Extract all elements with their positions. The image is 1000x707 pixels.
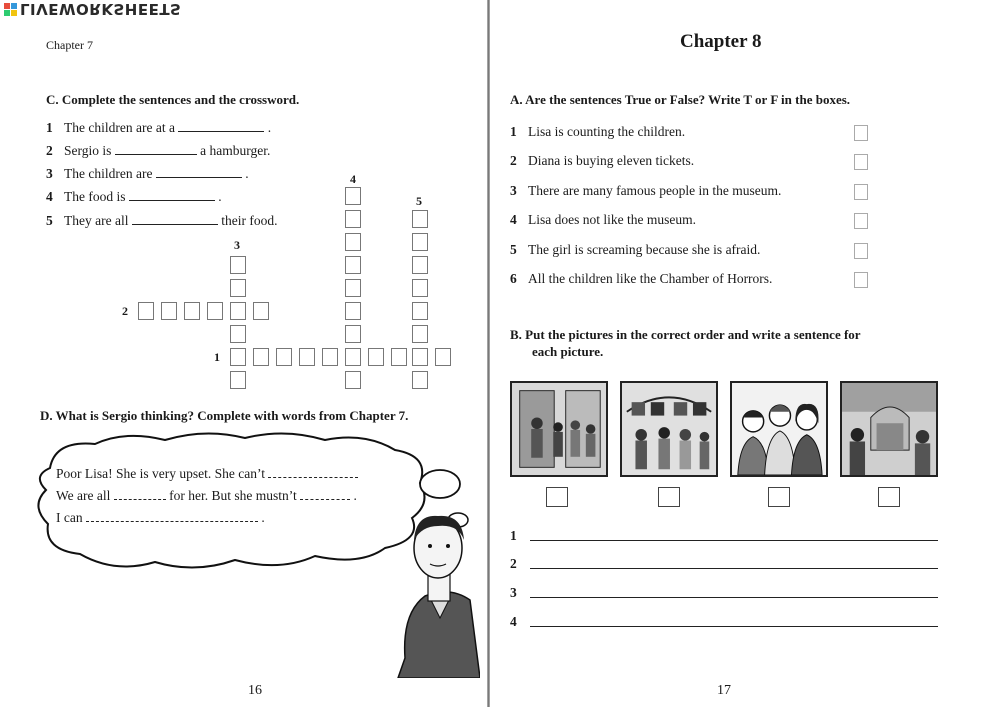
- logo-text: LIVEWORKSHEETS: [20, 0, 182, 18]
- sentence-number: 5: [46, 213, 53, 228]
- crossword-cell[interactable]: [412, 279, 428, 297]
- sentence-number: 2: [46, 143, 53, 158]
- sentence-text: Sergio is: [64, 143, 112, 158]
- crossword-number-3: 3: [234, 238, 240, 252]
- crossword-cell[interactable]: [345, 302, 361, 320]
- crossword-cell[interactable]: [345, 279, 361, 297]
- sentence-number: 1: [46, 120, 53, 135]
- picture-museum-entrance: [510, 381, 608, 477]
- tf-item-3: [510, 183, 781, 199]
- crossword-cell[interactable]: [230, 325, 246, 343]
- tf-answer-box[interactable]: [854, 184, 868, 200]
- sentence-end: .: [218, 189, 222, 204]
- tf-number: 5: [510, 242, 517, 257]
- order-box[interactable]: [546, 487, 568, 507]
- sentence-text: They are all: [64, 213, 129, 228]
- crossword-cell[interactable]: [435, 348, 451, 366]
- tf-text: There are many famous people in the museum.: [528, 183, 782, 198]
- crossword-cell[interactable]: [412, 348, 428, 366]
- section-c-heading: C. Complete the sentences and the crossword.: [46, 92, 300, 107]
- crossword-cell[interactable]: [230, 256, 246, 274]
- section-a-heading: A. Are the sentences True or False? Write T or F in the boxes.: [510, 92, 851, 107]
- picture-smiling-people: [730, 381, 828, 477]
- thought-text: for her. But she mustn’t: [169, 488, 297, 503]
- thought-line-3: [56, 510, 265, 526]
- crossword-cell[interactable]: [161, 302, 177, 320]
- crossword-cell[interactable]: [138, 302, 154, 320]
- crossword-cell[interactable]: [299, 348, 315, 366]
- sentence-text: The children are: [64, 166, 153, 181]
- crossword-cell[interactable]: [412, 233, 428, 251]
- crossword-cell[interactable]: [412, 371, 428, 389]
- crossword-cell[interactable]: [345, 325, 361, 343]
- crossword-cell[interactable]: [412, 256, 428, 274]
- tf-number: 4: [510, 212, 517, 227]
- crossword-cell[interactable]: [230, 348, 246, 366]
- crossword-cell[interactable]: [345, 210, 361, 228]
- sentence-end: a hamburger.: [200, 143, 271, 158]
- crossword-number-4: 4: [350, 172, 356, 186]
- tf-number: 1: [510, 124, 517, 139]
- crossword-cell[interactable]: [412, 302, 428, 320]
- crossword-cell[interactable]: [391, 348, 407, 366]
- picture-chamber-of-horrors: [840, 381, 938, 477]
- tf-item-6: [510, 271, 772, 287]
- tf-text: Diana is buying eleven tickets.: [528, 153, 695, 168]
- sentence-number: 3: [46, 166, 53, 181]
- crossword-cell[interactable]: [412, 210, 428, 228]
- tf-item-2: [510, 153, 694, 169]
- answer-blank[interactable]: [114, 499, 166, 500]
- sentence-number: 4: [46, 189, 53, 204]
- thought-text: Poor Lisa! She is very upset. She can’t: [56, 466, 265, 481]
- crossword-cell[interactable]: [345, 371, 361, 389]
- section-d-heading: D. What is Sergio thinking? Complete with words from Chapter 7.: [40, 408, 409, 423]
- tf-item-1: [510, 124, 685, 140]
- section-b-heading: B. Put the pictures in the correct order and write a sentence for: [510, 327, 861, 342]
- crossword-number-2: 2: [122, 304, 128, 318]
- section-b-heading-cont: each picture.: [532, 344, 604, 359]
- write-line[interactable]: [530, 626, 938, 627]
- order-box[interactable]: [878, 487, 900, 507]
- thought-line-2: [56, 488, 357, 504]
- right-page: [492, 0, 1000, 707]
- answer-blank[interactable]: [86, 521, 258, 522]
- write-line[interactable]: [530, 568, 938, 569]
- crossword-cell[interactable]: [276, 348, 292, 366]
- sergio-illustration: [398, 516, 480, 678]
- sentence-end: .: [267, 120, 272, 135]
- tf-text: All the children like the Chamber of Horrors.: [528, 271, 773, 286]
- write-line-number-4: 4: [510, 614, 517, 629]
- tf-item-4: [510, 212, 696, 228]
- write-line[interactable]: [530, 540, 938, 541]
- thought-period: .: [261, 510, 265, 525]
- thought-line-1: [56, 466, 358, 482]
- crossword-cell[interactable]: [184, 302, 200, 320]
- tf-text: The girl is screaming because she is afraid.: [528, 242, 761, 257]
- crossword-number-5: 5: [416, 194, 422, 208]
- crossword-cell[interactable]: [412, 325, 428, 343]
- tf-number: 3: [510, 183, 517, 198]
- order-box[interactable]: [658, 487, 680, 507]
- thought-period: .: [353, 488, 357, 503]
- order-box[interactable]: [768, 487, 790, 507]
- crossword-cell[interactable]: [253, 348, 269, 366]
- sentence-end: their food.: [221, 213, 278, 228]
- crossword-number-1: 1: [214, 350, 220, 364]
- crossword-cell[interactable]: [253, 302, 269, 320]
- tf-answer-box[interactable]: [854, 213, 868, 229]
- left-page: [0, 0, 488, 707]
- page-number-left: 16: [248, 683, 262, 698]
- tf-text: Lisa is counting the children.: [528, 124, 686, 139]
- crossword-cell[interactable]: [368, 348, 384, 366]
- crossword-cell[interactable]: [207, 302, 223, 320]
- tf-answer-box[interactable]: [854, 243, 868, 259]
- crossword-cell[interactable]: [230, 302, 246, 320]
- sentence-text: The children are at a: [64, 120, 175, 135]
- tf-answer-box[interactable]: [854, 272, 868, 288]
- write-line[interactable]: [530, 597, 938, 598]
- chapter-label: Chapter 7: [46, 38, 93, 52]
- crossword-cell[interactable]: [230, 279, 246, 297]
- thought-text: I can: [56, 510, 83, 525]
- crossword-cell[interactable]: [322, 348, 338, 366]
- chapter-title: Chapter 8: [680, 31, 762, 52]
- tf-number: 6: [510, 271, 517, 286]
- crossword-cell[interactable]: [345, 256, 361, 274]
- crossword-cell[interactable]: [230, 371, 246, 389]
- answer-blank[interactable]: [300, 499, 350, 500]
- crossword-cell[interactable]: [345, 187, 361, 205]
- picture-wax-figures: [620, 381, 718, 477]
- crossword-grid: [0, 0, 488, 400]
- tf-text: Lisa does not like the museum.: [528, 212, 696, 227]
- tf-number: 2: [510, 153, 517, 168]
- crossword-cell[interactable]: [345, 233, 361, 251]
- tf-answer-box[interactable]: [854, 154, 868, 170]
- answer-blank[interactable]: [268, 477, 358, 478]
- crossword-cell[interactable]: [345, 348, 361, 366]
- tf-answer-box[interactable]: [854, 125, 868, 141]
- sentence-end: .: [245, 166, 249, 181]
- write-line-number-3: 3: [510, 585, 517, 600]
- page-number-right: 17: [717, 683, 731, 698]
- thought-text: We are all: [56, 488, 111, 503]
- tf-item-5: [510, 242, 760, 258]
- sentence-text: The food is: [64, 189, 126, 204]
- write-line-number-1: 1: [510, 528, 517, 543]
- write-line-number-2: 2: [510, 556, 517, 571]
